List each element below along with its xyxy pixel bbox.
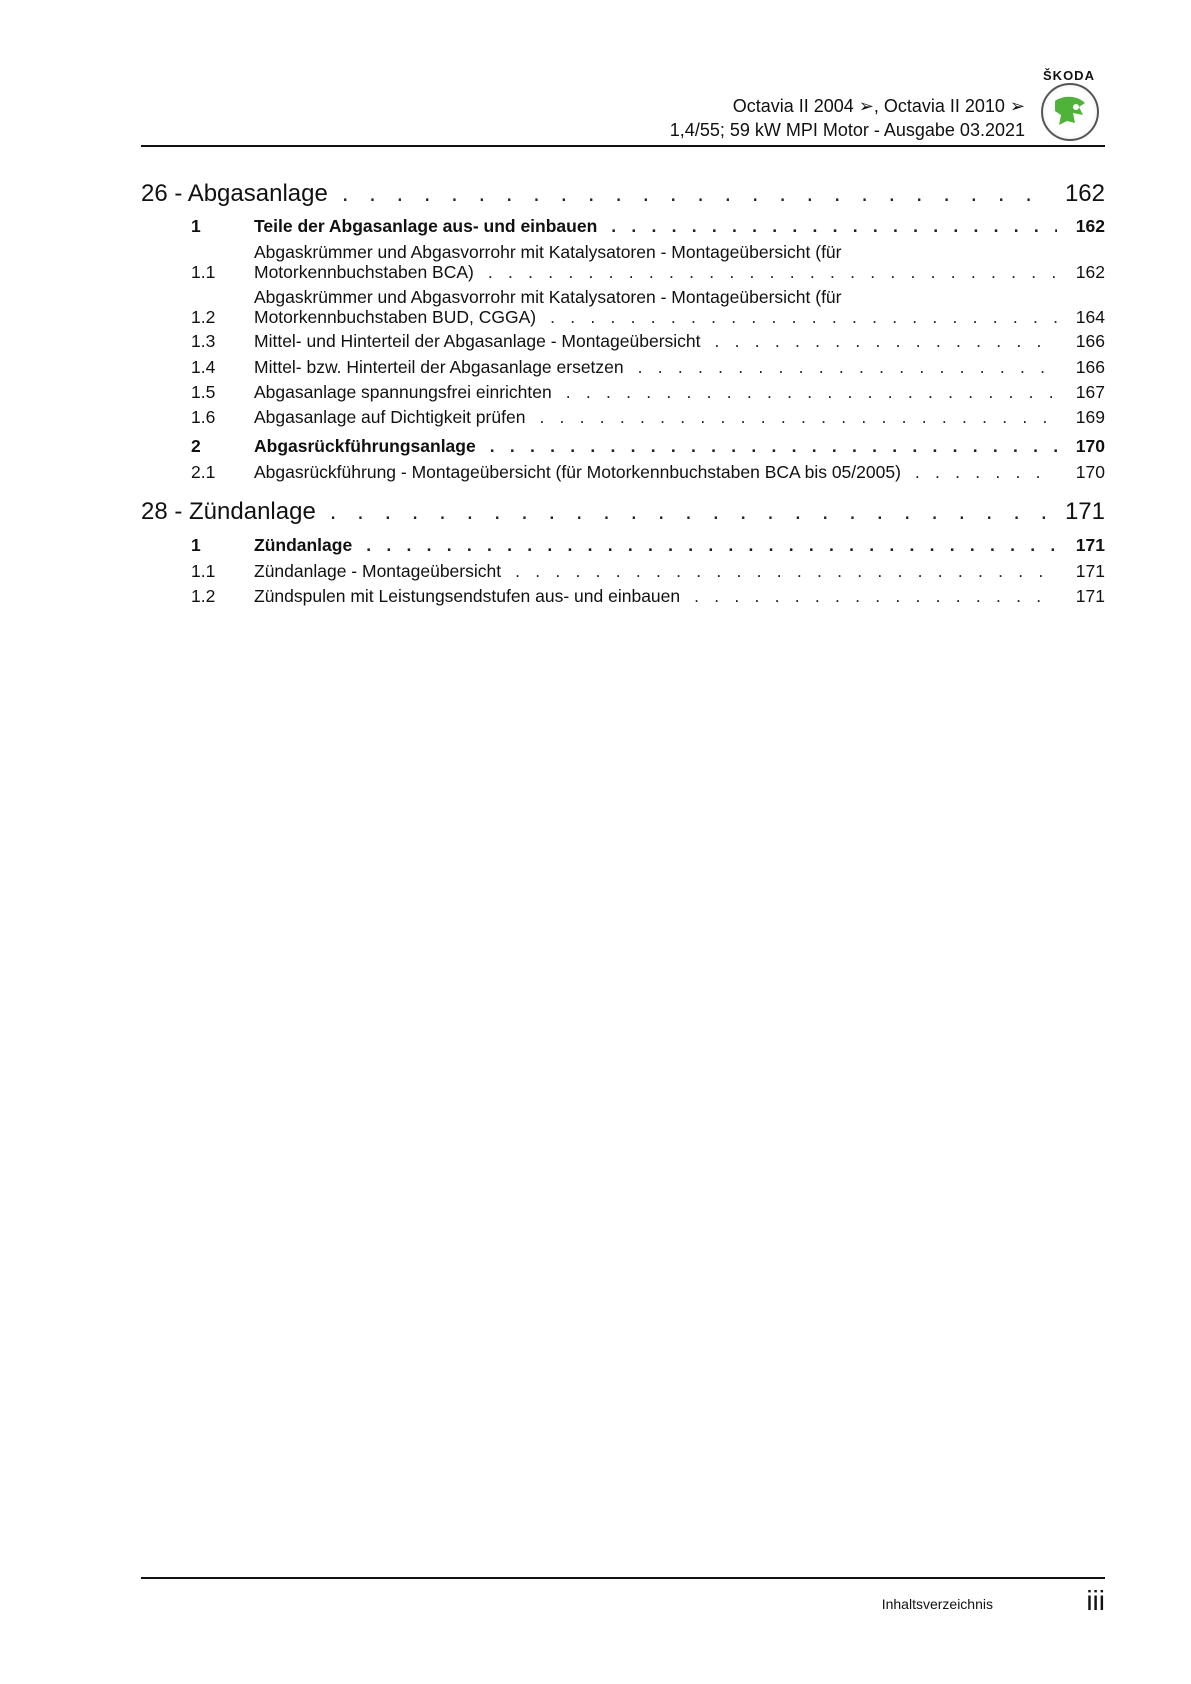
dot-leader: [366, 535, 1057, 555]
toc-entry-title: Zündanlage: [254, 535, 353, 555]
toc-entry[interactable]: [141, 287, 1105, 327]
dot-leader: [566, 382, 1057, 402]
dot-leader: [488, 262, 1057, 282]
toc-entry-title: Abgasanlage spannungsfrei einrichten: [254, 382, 552, 402]
toc-entry-number: 1.6: [191, 407, 216, 427]
footer-page-number: iii: [1086, 1585, 1105, 1616]
toc-entry-page: 162: [1075, 216, 1105, 236]
toc-entry-number: 1.3: [191, 331, 216, 351]
toc-entry-title: 28 - Zündanlage: [141, 498, 316, 525]
toc-entry-title: Mittel- bzw. Hinterteil der Abgasanlage ersetzen: [254, 357, 624, 377]
toc-entry-number: 1.1: [191, 561, 216, 581]
toc-entry-page: 164: [1075, 307, 1105, 327]
toc-entry[interactable]: [141, 561, 1105, 581]
header-models: Octavia II 2004 ➢, Octavia II 2010 ➢: [732, 96, 1025, 116]
toc-entry[interactable]: [141, 407, 1105, 427]
toc-entry-title: Abgasrückführung - Montageübersicht (für Motorkennbuchstaben BCA bis 05/2005): [254, 462, 901, 482]
toc-entry-title: Teile der Abgasanlage aus- und einbauen: [254, 216, 598, 236]
toc-entry-title: Abgaskrümmer und Abgasvorrohr mit Katalysatoren - Montageübersicht (für: [254, 287, 842, 307]
dot-leader: [550, 307, 1057, 327]
toc-entry-title: Abgasrückführungsanlage: [254, 436, 476, 456]
toc-entry-number: 1.1: [191, 262, 216, 282]
toc-entry-number: 1: [191, 535, 201, 555]
dot-leader: [638, 357, 1057, 377]
toc-entry-page: 162: [1075, 262, 1105, 282]
toc-entry[interactable]: [141, 331, 1105, 351]
toc-entry-page: 171: [1064, 498, 1105, 525]
dot-leader: [915, 462, 1057, 482]
toc-entry[interactable]: [141, 498, 1105, 526]
header-engine-edition: 1,4/55; 59 kW MPI Motor - Ausgabe 03.2021: [669, 120, 1025, 140]
header-rule: [141, 145, 1105, 147]
toc-entry-title: Abgasanlage auf Dichtigkeit prüfen: [254, 407, 526, 427]
toc-entry[interactable]: [141, 586, 1105, 606]
toc-entry-number: 1.2: [191, 307, 216, 327]
toc-entry-number: 1.2: [191, 586, 216, 606]
dot-leader: [490, 436, 1057, 456]
toc-entry-title: Mittel- und Hinterteil der Abgasanlage - Montageübersicht: [254, 331, 701, 351]
footer-section-label: Inhaltsverzeichnis: [881, 1596, 993, 1612]
toc-entry-number: 1.4: [191, 357, 216, 377]
toc-entry-page: 170: [1075, 436, 1105, 456]
toc-entry-number: 2.1: [191, 462, 216, 482]
dot-leader: [539, 407, 1057, 427]
toc-entry[interactable]: [141, 535, 1105, 555]
toc-entry-title-cont: Motorkennbuchstaben BUD, CGGA): [254, 307, 537, 327]
dot-leader: [515, 561, 1057, 581]
toc-entry-page: 166: [1075, 331, 1105, 351]
toc-entry-page: 166: [1075, 357, 1105, 377]
toc-entry-page: 171: [1075, 586, 1105, 606]
toc-entry-title: Zündspulen mit Leistungsendstufen aus- und einbauen: [254, 586, 681, 606]
dot-leader: [330, 498, 1051, 526]
toc-entry-number: 1: [191, 216, 201, 236]
footer-rule: [141, 1577, 1105, 1579]
toc-entry-page: 170: [1075, 462, 1105, 482]
toc-entry-title-cont: Motorkennbuchstaben BCA): [254, 262, 474, 282]
toc-entry-page: 171: [1075, 535, 1105, 555]
toc-entry[interactable]: [141, 180, 1105, 208]
skoda-logo-icon: [1041, 83, 1099, 141]
toc-entry[interactable]: [141, 357, 1105, 377]
toc-entry-number: 1.5: [191, 382, 216, 402]
toc-entry-page: 162: [1064, 180, 1105, 207]
dot-leader: [715, 331, 1058, 351]
toc-entry[interactable]: [141, 462, 1105, 482]
toc-entry-page: 169: [1075, 407, 1105, 427]
toc-entry-title: Abgaskrümmer und Abgasvorrohr mit Katalysatoren - Montageübersicht (für: [254, 242, 842, 262]
toc-entry-page: 171: [1075, 561, 1105, 581]
toc-entry[interactable]: [141, 216, 1105, 236]
toc-entry-title: 26 - Abgasanlage: [141, 180, 328, 207]
dot-leader: [342, 180, 1051, 208]
toc-entry[interactable]: [141, 382, 1105, 402]
toc-entry-title: Zündanlage - Montageübersicht: [254, 561, 502, 581]
dot-leader: [611, 216, 1057, 236]
toc-entry[interactable]: [141, 436, 1105, 456]
toc-entry-page: 167: [1075, 382, 1105, 402]
brand-wordmark: ŠKODA: [1043, 68, 1095, 83]
toc-entry-number: 2: [191, 436, 201, 456]
toc-entry[interactable]: [141, 242, 1105, 282]
dot-leader: [694, 586, 1057, 606]
